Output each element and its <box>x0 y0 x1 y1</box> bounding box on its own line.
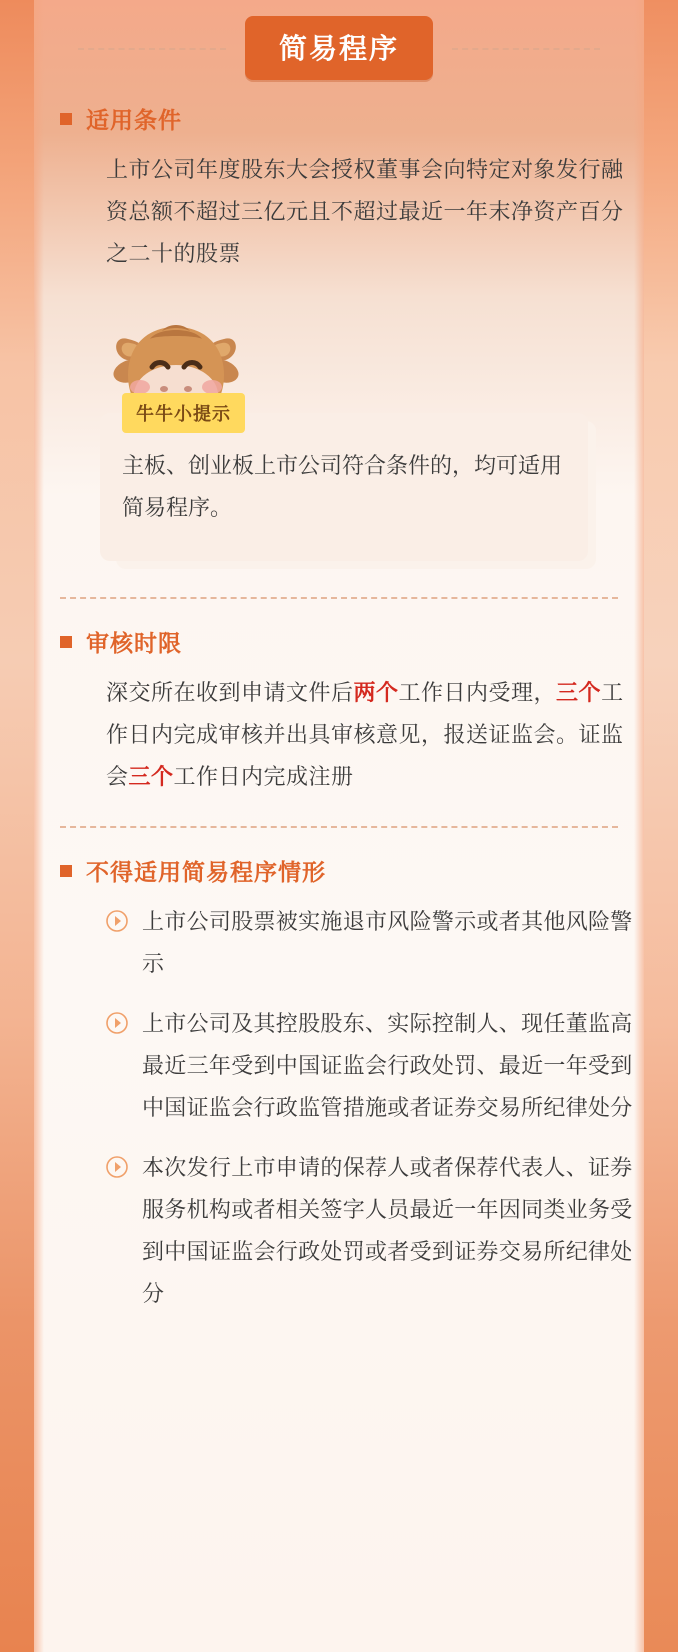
section-heading-exclusions <box>60 854 638 887</box>
tip-block <box>100 309 588 569</box>
review-text-1: 深交所在收到申请文件后 <box>106 680 354 705</box>
bullet-square-icon <box>60 865 72 877</box>
review-text-4: 工作日内完成注册 <box>173 764 354 789</box>
header-dash-left <box>78 48 226 50</box>
list-item-text: 上市公司及其控股股东、实际控制人、现任董监高最近三年受到中国证监会行政处罚、最近一年受到中国证监会行政监管措施或者证券交易所纪律处分 <box>142 1011 633 1120</box>
review-text-2: 工作日内受理， <box>398 680 557 705</box>
page-title: 简易程序 <box>245 16 433 80</box>
section-heading-conditions <box>60 102 638 135</box>
bullet-square-icon <box>60 113 72 125</box>
chevron-right-circle-icon <box>106 910 128 932</box>
header-dash-right <box>452 48 600 50</box>
review-timeline-paragraph <box>106 672 638 798</box>
list-item-text: 上市公司股票被实施退市风险警示或者其他风险警示 <box>142 909 633 976</box>
divider-2 <box>60 826 618 828</box>
section-title: 审核时限 <box>86 630 182 656</box>
conditions-paragraph: 上市公司年度股东大会授权董事会向特定对象发行融资总额不超过三亿元且不超过最近一年末净资产百分之二十的股票 <box>106 157 624 266</box>
tip-text: 主板、创业板上市公司符合条件的，均可适用简易程序。 <box>122 453 563 520</box>
review-highlight-1: 两个 <box>353 680 399 705</box>
list-item <box>106 1003 638 1129</box>
chevron-right-circle-icon <box>106 1156 128 1178</box>
header <box>40 0 638 96</box>
review-highlight-3: 三个 <box>128 764 174 789</box>
list-item-text: 本次发行上市申请的保荐人或者保荐代表人、证券服务机构或者相关签字人员最近一年因同类业务受到中国证监会行政处罚或者受到证券交易所纪律处分 <box>142 1155 633 1306</box>
section-title: 适用条件 <box>86 107 182 133</box>
tip-label: 牛牛小提示 <box>122 393 245 433</box>
bullet-square-icon <box>60 636 72 648</box>
exclusions-list <box>106 901 638 1315</box>
list-item <box>106 1147 638 1315</box>
section-title: 不得适用简易程序情形 <box>86 859 326 885</box>
review-text-3: 工作日内完成审核并出具审核意见，报送证监会。证监会 <box>106 680 624 789</box>
section-heading-review-timeline <box>60 625 638 658</box>
review-highlight-2: 三个 <box>556 680 602 705</box>
divider-1 <box>60 597 618 599</box>
list-item <box>106 901 638 985</box>
chevron-right-circle-icon <box>106 1012 128 1034</box>
